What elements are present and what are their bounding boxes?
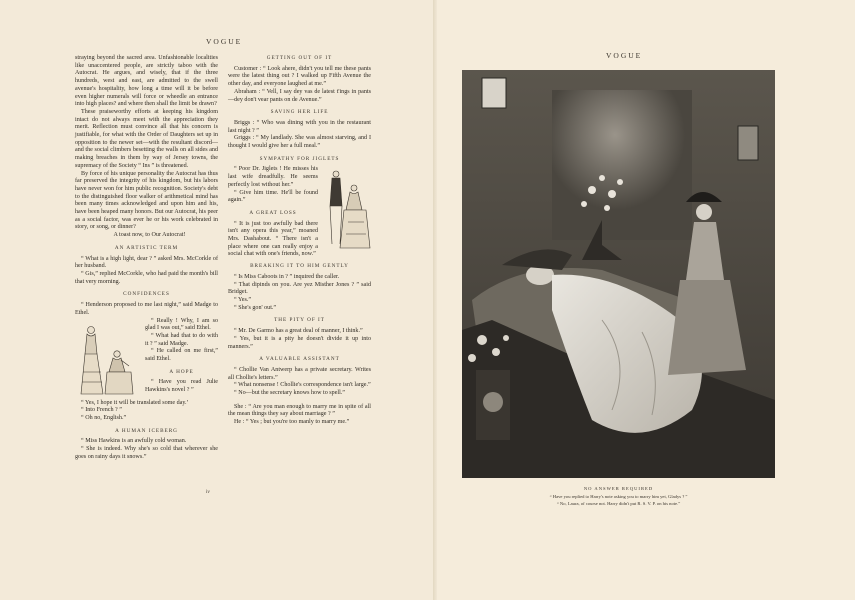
dialogue-line: “ Yes.”: [234, 296, 252, 303]
dialogue-line: “ Into French ? ”: [81, 407, 122, 414]
dialogue-line: “ What nonsense ! Chollie's correspondence isn't large.”: [234, 382, 371, 389]
section-heading: SAVING HER LIFE: [270, 109, 329, 116]
illustration-plate: [462, 70, 775, 478]
section-heading: SYMPATHY FOR JIGLETS: [259, 155, 340, 162]
plate-caption-title: NO ANSWER REQUIRED: [583, 486, 654, 491]
paragraph: straying beyond the sacred area. Unfashionable localities like unaccentered people, are strictly taboo with the Autocrat. He argues, and wisely, that if the three hundreds, west and east, are admitted to the swell avenue's hospitality, how long a time will it be before even higher numerals will force or wheedle an entrance into high places? and where then shall the limit be drawn?: [75, 55, 218, 108]
section-heading: A GREAT LOSS: [249, 209, 297, 216]
section-heading: THE PITY OF IT: [274, 317, 325, 324]
dialogue-line: “ Oh no, English.”: [81, 414, 127, 421]
plate-caption-line: “ No, Laura, of course not. Harry didn't put R. S. V. P. on his note.”: [556, 501, 681, 506]
dialogue-line: “ She is indeed. Why she's so cold that wherever she goes on rainy days it snows.”: [75, 446, 218, 460]
dialogue-line: “ Is Miss Caboots in ? ” inquired the caller.: [234, 273, 340, 280]
right-running-head: VOGUE: [606, 51, 643, 60]
left-column-2: [228, 55, 371, 427]
parlor-scene-illustration: [462, 70, 775, 478]
dialogue-line: “ It is just too awfully bad there isn't any opera this year,” moaned Mrs. Dashabout. “ There isn't a place where one can really enjoy a social chat with one's friends, now.”: [228, 220, 318, 258]
dialogue-line: “ Henderson proposed to me last night,” said Madge to Ethel.: [75, 302, 218, 316]
left-running-head: VOGUE: [206, 37, 243, 46]
dialogue-line: Briggs : “ Who was dining with you in the restaurant last night ? ”: [228, 119, 371, 134]
dialogue-line: “ She's gon' out.”: [234, 304, 277, 311]
dialogue-line: He : “ Yes ; but you're too manly to marry me.”: [234, 419, 350, 426]
dialogue-line: “ Mr. De Garmo has a great deal of manner, I think.”: [234, 328, 363, 335]
left-column-1: [75, 55, 218, 461]
dialogue-line: “ What had that to do with it ? ” said Madge.: [145, 332, 218, 347]
dialogue-line: “ Poor Dr. Jiglets ! He misses his last wife dreadfully. He seems perfectly lost without her.”: [228, 166, 318, 188]
dialogue-line: “ Yes, I hope it will be translated some day.’: [81, 399, 189, 406]
section-heading: AN ARTISTIC TERM: [114, 244, 179, 251]
sympathy-block: [228, 166, 371, 259]
dialogue-line: “ Have you read Julie Hawkins's novel ? ”: [145, 379, 218, 394]
paragraph: These praiseworthy efforts at keeping his kingdom intact do not always meet with the appreciation they merit. Reflection must convince all that his concern is justifiable, for what with the Order of Daughters set up in opposition to the newer set—with the resultant discord—and the social climbers besetting the walls on all sides and making breaches in them by way of Jersey towns, the supremacy of the Society “ Ins ” is threatened.: [75, 108, 218, 169]
dialogue-line: “ That dipinds on you. Are yez Misther Jones ? ” said Bridget.: [228, 281, 371, 296]
dialogue-line: “ Really ! Why, I am so glad I was out,” said Ethel.: [145, 317, 218, 332]
dialogue-line: “ He called on me first,” said Ethel.: [145, 348, 218, 363]
dialogue-line: “ Yes, but it is a pity he doesn't divide it up into manners.”: [228, 335, 371, 350]
paragraph: A toast now, to Our Autocrat!: [113, 232, 186, 239]
dialogue-line: Customer : “ Look ahere, didn't you tell me these pants were the latest thing out ? I walked up Fifth Avenue the other day, and everyone laughed at me.”: [228, 65, 371, 88]
dialogue-line: “ What is a high light, dear ? ” asked Mrs. McCorkle of her husband.: [75, 255, 218, 270]
dialogue-line: She : “ Are you man enough to marry me in spite of all the mean things they say about marriage ? ”: [228, 403, 371, 418]
dialogue-line: “ No—but the secretary knows how to spell.”: [234, 390, 346, 397]
dialogue-line: Griggs : “ My landlady. She was almost starving, and I thought I would give her a full meal.”: [228, 135, 371, 150]
paragraph: By force of his unique personality the Autocrat has thus far preserved the integrity of his kingdom, but his labors have never won for him public recognition. Society's debt to the distinguished floor walker of arithmetical mind has been many times acknowledged and upon him and his, have been heaped many honors. But our Autocrat, his peer as a social factor, was ever he or his work celebrated in story, or song, or dinner?: [75, 170, 218, 231]
section-heading: BREAKING IT TO HIM GENTLY: [250, 263, 349, 270]
dialogue-line: “ Miss Hawkins is an awfully cold woman.: [81, 438, 187, 445]
plate-caption-line: “ Have you replied to Harry's note asking you to marry him yet, Gladys ? ”: [549, 494, 688, 499]
section-heading: A HUMAN ICEBERG: [115, 427, 178, 434]
dialogue-line: “ Chollie Van Antwerp has a private secretary. Writes all Chollie's letters.”: [228, 366, 371, 381]
section-heading: GETTING OUT OF IT: [266, 55, 333, 61]
two-women-illustration: [77, 320, 137, 398]
section-heading: CONFIDENCES: [123, 291, 170, 298]
page-folio: iv: [206, 490, 210, 495]
section-heading: A HOPE: [169, 368, 194, 375]
section-heading: A VALUABLE ASSISTANT: [259, 356, 340, 363]
dialogue-line: Abraham : “ Vell, I say dey vas de latest t'ings in pants—dey don't vear pants on de Avenue.”: [228, 88, 371, 103]
opera-couple-illustration: [320, 166, 372, 252]
dialogue-line: “ Give him time. He'll be found again.”: [228, 189, 318, 204]
dialogue-line: “ Gis,” replied McCorkle, who had paid the month's bill that very morning.: [75, 270, 218, 285]
confidences-block: [75, 318, 218, 400]
